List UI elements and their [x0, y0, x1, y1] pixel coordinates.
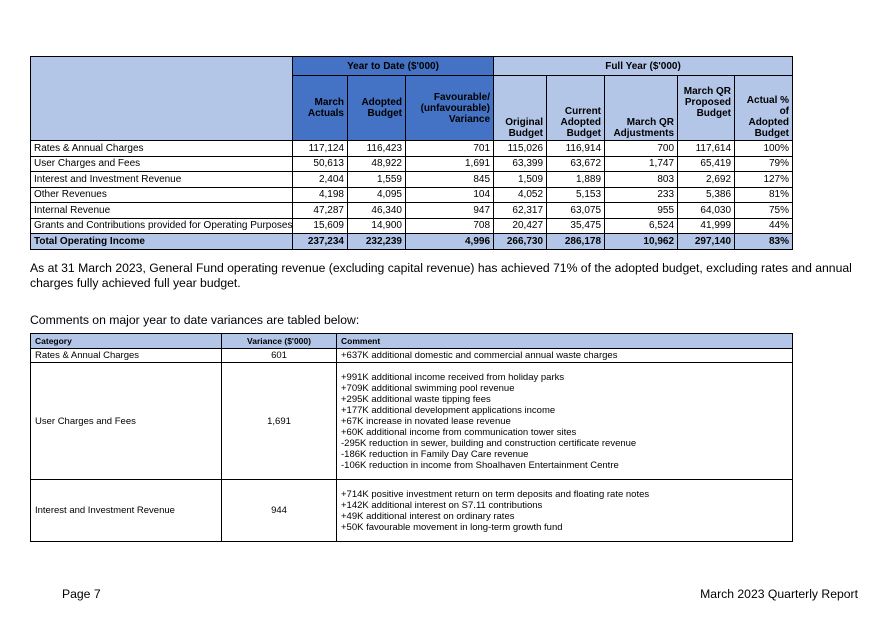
cell-value: 63,075 [547, 203, 605, 219]
cell-value: 2,692 [678, 172, 735, 188]
table-row [31, 203, 793, 219]
comment-line: +714K positive investment return on term deposits and floating rate notes [341, 489, 650, 500]
cell-value: 46,340 [348, 203, 406, 219]
table-row [31, 141, 793, 157]
variance-value: 944 [222, 480, 337, 542]
col-header-comment: Comment [337, 334, 793, 349]
row-label: Other Revenues [31, 187, 293, 203]
cell-value: 47,287 [293, 203, 348, 219]
table-row [31, 363, 793, 480]
cell-value: 62,317 [494, 203, 547, 219]
variance-value: 601 [222, 349, 337, 363]
col-header-category: Category [31, 334, 222, 349]
cell-value: 1,747 [605, 156, 678, 172]
cell-value: 115,026 [494, 141, 547, 157]
col-header-march-actuals: March Actuals [293, 76, 348, 141]
total-label: Total Operating Income [31, 234, 293, 250]
cell-value: 48,922 [348, 156, 406, 172]
table-row [31, 187, 793, 203]
row-label: Interest and Investment Revenue [31, 172, 293, 188]
cell-value: 1,509 [494, 172, 547, 188]
table-row [31, 349, 793, 363]
cell-value: 63,672 [547, 156, 605, 172]
comment-line: +177K additional development applications income [341, 405, 556, 416]
cell-value: 41,999 [678, 218, 735, 234]
total-value: 232,239 [348, 234, 406, 250]
cell-value: 104 [406, 187, 494, 203]
operating-income-table [30, 56, 793, 250]
variance-comment [337, 363, 793, 480]
cell-value: 65,419 [678, 156, 735, 172]
cell-value: 5,386 [678, 187, 735, 203]
cell-value: 117,614 [678, 141, 735, 157]
cell-value: 947 [406, 203, 494, 219]
page-number: Page 7 [62, 587, 101, 601]
comment-line: -295K reduction in sewer, building and construction certificate revenue [341, 438, 637, 449]
cell-value: 79% [735, 156, 793, 172]
cell-value: 116,914 [547, 141, 605, 157]
row-label: User Charges and Fees [31, 156, 293, 172]
cell-value: 2,404 [293, 172, 348, 188]
variance-comments-table [30, 333, 793, 542]
comment-line: +60K additional income from communication tower sites [341, 427, 577, 438]
col-header-actual-pct: Actual % of Adopted Budget [735, 76, 793, 141]
cell-value: 117,124 [293, 141, 348, 157]
variance-comment [337, 349, 793, 363]
comment-line: +637K additional domestic and commercial annual waste charges [341, 350, 618, 361]
total-value: 83% [735, 234, 793, 250]
cell-value: 50,613 [293, 156, 348, 172]
comment-line: +991K additional income received from holiday parks [341, 372, 565, 383]
col-header-variance: Favourable/ (unfavourable) Variance [406, 76, 494, 141]
total-row [31, 234, 793, 250]
header-blank-cell [31, 57, 293, 141]
total-value: 286,178 [547, 234, 605, 250]
table-row [31, 218, 793, 234]
variance-category: User Charges and Fees [31, 363, 222, 480]
comment-line: +49K additional interest on ordinary rates [341, 511, 515, 522]
ytd-group-header: Year to Date ($'000) [293, 57, 494, 76]
cell-value: 1,691 [406, 156, 494, 172]
cell-value: 15,609 [293, 218, 348, 234]
variance-comment [337, 480, 793, 542]
variance-intro-text: Comments on major year to date variances are tabled below: [30, 313, 360, 327]
cell-value: 1,559 [348, 172, 406, 188]
report-title: March 2023 Quarterly Report [700, 587, 858, 601]
variance-category: Interest and Investment Revenue [31, 480, 222, 542]
variance-category: Rates & Annual Charges [31, 349, 222, 363]
cell-value: 233 [605, 187, 678, 203]
cell-value: 955 [605, 203, 678, 219]
row-label: Grants and Contributions provided for Operating Purposes [31, 218, 293, 234]
table-row [31, 480, 793, 542]
cell-value: 803 [605, 172, 678, 188]
cell-value: 64,030 [678, 203, 735, 219]
comment-line: +67K increase in novated lease revenue [341, 416, 511, 427]
col-header-current-adopted-budget: Current Adopted Budget [547, 76, 605, 141]
comment-line: -186K reduction in Family Day Care revenue [341, 449, 529, 460]
cell-value: 4,052 [494, 187, 547, 203]
comment-line: +709K additional swimming pool revenue [341, 383, 515, 394]
comment-line: -106K reduction in income from Shoalhaven Entertainment Centre [341, 460, 619, 471]
col-header-march-qr-proposed-budget: March QR Proposed Budget [678, 76, 735, 141]
cell-value: 1,889 [547, 172, 605, 188]
cell-value: 845 [406, 172, 494, 188]
cell-value: 700 [605, 141, 678, 157]
cell-value: 6,524 [605, 218, 678, 234]
cell-value: 81% [735, 187, 793, 203]
cell-value: 701 [406, 141, 494, 157]
comment-line: +295K additional waste tipping fees [341, 394, 491, 405]
col-header-variance: Variance ($'000) [222, 334, 337, 349]
comment-line: +142K additional interest on S7.11 contributions [341, 500, 543, 511]
row-label: Internal Revenue [31, 203, 293, 219]
total-value: 297,140 [678, 234, 735, 250]
cell-value: 127% [735, 172, 793, 188]
variance-value: 1,691 [222, 363, 337, 480]
cell-value: 63,399 [494, 156, 547, 172]
col-header-adopted-budget: Adopted Budget [348, 76, 406, 141]
comment-line: +50K favourable movement in long-term growth fund [341, 522, 563, 533]
cell-value: 5,153 [547, 187, 605, 203]
cell-value: 35,475 [547, 218, 605, 234]
total-value: 266,730 [494, 234, 547, 250]
full-year-group-header: Full Year ($'000) [494, 57, 793, 76]
col-header-original-budget: Original Budget [494, 76, 547, 141]
total-value: 237,234 [293, 234, 348, 250]
total-value: 4,996 [406, 234, 494, 250]
col-header-march-qr-adjustments: March QR Adjustments [605, 76, 678, 141]
cell-value: 44% [735, 218, 793, 234]
cell-value: 4,198 [293, 187, 348, 203]
cell-value: 708 [406, 218, 494, 234]
cell-value: 100% [735, 141, 793, 157]
summary-paragraph: As at 31 March 2023, General Fund operating revenue (excluding capital revenue) has achieved 71% of the adopted budget, excluding rates and annual charges fully achieved full year budget. [30, 261, 852, 290]
total-value: 10,962 [605, 234, 678, 250]
row-label: Rates & Annual Charges [31, 141, 293, 157]
table-row [31, 172, 793, 188]
cell-value: 4,095 [348, 187, 406, 203]
cell-value: 20,427 [494, 218, 547, 234]
cell-value: 14,900 [348, 218, 406, 234]
table-row [31, 156, 793, 172]
cell-value: 116,423 [348, 141, 406, 157]
cell-value: 75% [735, 203, 793, 219]
